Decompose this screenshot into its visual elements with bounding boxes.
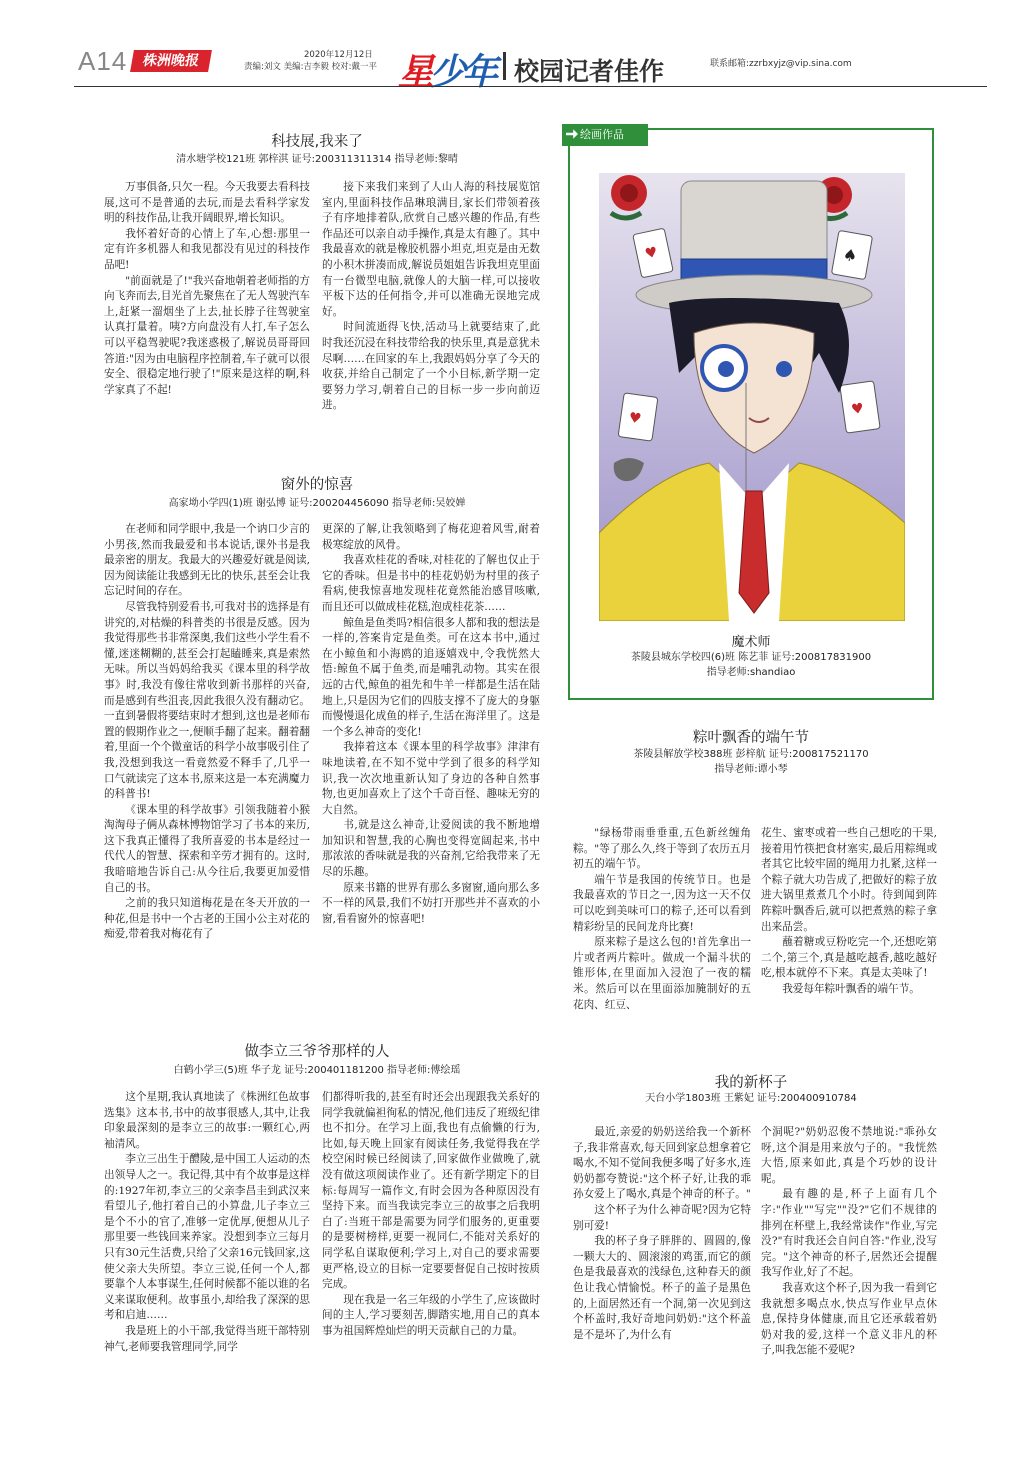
paragraph: 李立三出生于醴陵,是中国工人运动的杰出领导人之一。我记得,其中有个故事是这样的:1927年初,李立三的父亲李昌圭到武汉来看望儿子,他打着自己的小算盘,儿子李立三是个不小的官了,准够一定优厚,便想从儿子那里要一些钱回来养家。没想到李立三每月只有30元生活费,只给了父亲16元钱回家,这使父亲大失所望。李立三说,任何一个人,都要靠个人本事谋生,任何时候都不能以谁的名义来谋取便利。故事虽小,却给我了深深的思考和启迪…… bbox=[104, 1153, 310, 1322]
paragraph: 最有趣的是,杯子上面有几个字:"作业""写完""没?"它们不规律的排列在杯壁上,我经常读作"作业,写完没?"有时我还会自问自答:"作业,没写完。"这个神奇的杯子,居然还会提醒我写作业,好了不起。 bbox=[761, 1188, 937, 1279]
article-teacher-duanwu: 指导老师:谭小琴 bbox=[714, 764, 788, 775]
email-address: zzrbxyjz@vip.sina.com bbox=[749, 59, 852, 69]
email-label: 联系邮箱: bbox=[710, 59, 750, 69]
article-column-beizi-2 bbox=[761, 1125, 937, 1359]
article-column-duanwu-1 bbox=[573, 826, 751, 1013]
article-column-lilisan-2 bbox=[322, 1090, 540, 1340]
playing-card-icon bbox=[831, 230, 872, 279]
svg-text:♠: ♠ bbox=[841, 244, 859, 266]
paragraph: 《课本里的科学故事》引领我随着小猴淘淘母子俩从森林博物馆学习了书本的来历,这下我真正懂得了我所喜爱的书本是经过一代代人的智慧、探索和辛劳才拥有的。这时,我暗暗地告诉自己:从今往后,我要更加爱惜自己的书。 bbox=[104, 803, 310, 894]
paragraph: 个洞呢?"奶奶忍俊不禁地说:"乖孙女呀,这个洞是用来放勺子的。"我恍然大悟,原来如此,真是个巧妙的设计呢。 bbox=[761, 1126, 937, 1185]
paragraph: 尽管我特别爱看书,可我对书的选择是有讲究的,对枯燥的科普类的书很是反感。因为我觉得那些书非常深奥,我们这些小学生看不懂,迷迷糊糊的,甚至会打起瞌睡来,真是索然无味。所以当妈妈给我买《课本里的科学故事》时,我没有像往常收到新书那样的兴奋,而是感到有些沮丧,因此我很久没有翻动它。一直到暑假将要结束时才想到,这也是老师布置的假期作业之一,便顺手翻了起来。翻着翻着,里面一个个微童话的科学小故事吸引住了我,没想到我这一看竟然爱不释手了,几乎一口气就读完了这本书,原来这是一本充满魔力的科普书! bbox=[104, 600, 310, 801]
paragraph: 现在我是一名三年级的小学生了,应该做时间的主人,学习要刻苦,脚踏实地,用自己的真本事为祖国辉煌灿烂的明天贡献自己的力量。 bbox=[322, 1293, 540, 1337]
contact-email bbox=[710, 56, 852, 69]
logo-part-b: 少年 bbox=[430, 52, 495, 93]
article-column-duanwu-2 bbox=[761, 826, 937, 998]
paragraph: 我爱每年粽叶飘香的端午节。 bbox=[782, 982, 920, 995]
article-byline-duanwu: 茶陵县解放学校388班 彭梓航 证号:200817521170 bbox=[633, 749, 869, 760]
paragraph: 原来书籍的世界有那么多窗窗,通向那么多不一样的风景,我们不妨打开那些并不喜欢的小窗,看看窗外的惊喜吧! bbox=[322, 881, 540, 925]
arrow-icon bbox=[566, 128, 578, 140]
paragraph: 在老师和同学眼中,我是一个讷口少言的小男孩,然而我最爱和书本说话,课外书是我最亲密的朋友。我最大的兴趣爱好就是阅读,因为阅读能让我感到无比的快乐,甚至会让我忘记时间的存在。 bbox=[104, 523, 310, 598]
article-column-keji-2 bbox=[322, 180, 540, 414]
paragraph: 这个星期,我认真地读了《株洲红色故事选集》这本书,书中的故事很感人,其中,让我印象最深刻的是李立三的故事:一颗红心,两袖清风。 bbox=[104, 1091, 310, 1150]
artwork-byline bbox=[568, 650, 934, 680]
newspaper-logo: 株洲晚报 bbox=[130, 50, 212, 72]
article-column-chuang-2 bbox=[322, 522, 540, 927]
paragraph: "前面就是了!"我兴奋地朝着老师指的方向飞奔而去,目光首先聚焦在了无人驾驶汽车上,赶紧一溜烟坐了上去,扯长脖子往驾驶室认真打量着。咦?方向盘没有人打,车子怎么可以平稳驾驶呢?我迷惑极了,解说员哥哥回答道:"因为由电脑程序控制着,车子就可以很安全、很稳定地行驶了!"原来是这样的啊,科学家真了不起! bbox=[104, 274, 310, 396]
article-title-keji: 科技展,我来了 bbox=[271, 134, 363, 150]
article-byline-keji: 清水塘学校121班 郭梓淇 证号:200311311314 指导老师:黎晴 bbox=[176, 154, 458, 165]
artwork-author: 茶陵县城东学校四(6)班 陈艺菲 证号:200817831900 bbox=[630, 652, 872, 663]
article-column-beizi-1 bbox=[573, 1125, 751, 1343]
paragraph: 们都得听我的,甚至有时还会出现跟我关系好的同学我就偏袒徇私的情况,他们违反了班级纪律也不扣分。在学习上面,我也有点偷懒的行为,比如,每天晚上回家有阅读任务,我觉得我在学校空闲时候已经阅读了,回家做作业做晚了,就没有做这项阅读作业了。还有新学期定下的目标:每周写一篇作文,有时会因为各种原因没有坚持下来。而当我读完李立三的故事之后我明白了:当班干部是需要为同学们服务的,更重要的是要树榜样,更要一视同仁,不能对关系好的同学私自谋取便利;学习上,对自己的要求需要更严格,设立的目标一定要要督促自己按时按质完成。 bbox=[322, 1091, 540, 1291]
article-column-lilisan-1 bbox=[104, 1090, 310, 1355]
paragraph: 我捧着这本《课本里的科学故事》津津有味地读着,在不知不觉中学到了很多的科学知识,我一次次地重新认知了身边的各种自然事物,也更加喜欢上了这个千奇百怪、趣味无穷的大自然。 bbox=[322, 741, 540, 816]
paragraph: 端午节是我国的传统节日。也是我最喜欢的节日之一,因为这一天不仅可以吃到美味可口的粽子,还可以看到精彩纷呈的民间龙舟比赛! bbox=[573, 873, 751, 933]
artwork-teacher: 指导老师:shandiao bbox=[706, 667, 796, 678]
editors-line: 责编:刘文 美编:吉李毅 校对:戴一平 bbox=[244, 62, 377, 72]
paragraph: 我的杯子身子胖胖的、圆圆的,像一颗大大的、圆滚滚的鸡蛋,而它的颜色是我最喜欢的浅绿色,这种春天的颜色让我心情愉悦。杯子的盖子是黑色的,上面居然还有一个洞,第一次见到这个杯盖时,我好奇地问奶奶:"这个杯盖是不是坏了,为什么有 bbox=[573, 1235, 751, 1341]
paragraph: 这个杯子为什么神奇呢?因为它特别可爱! bbox=[573, 1203, 751, 1232]
article-column-keji-1 bbox=[104, 180, 310, 398]
paragraph: 接下来我们来到了人山人海的科技展览馆室内,里面科技作品琳琅满目,家长们带领着孩子有序地排着队,欣赏自己感兴趣的作品,有些作品还可以亲自动手操作,真是太有趣了。其中我最喜欢的就是橡胶机器小坦克,坦克是由无数的小积木拼凑而成,解说员姐姐告诉我坦克里面有一台微型电脑,就像人的大脑一样,可以接收平板下达的任何指令,并可以准确无误地完成好。 bbox=[322, 181, 540, 318]
svg-text:♥: ♥ bbox=[850, 400, 865, 419]
article-byline-beizi: 天台小学1803班 王紫妃 证号:200400910784 bbox=[645, 1093, 857, 1104]
header-rule bbox=[74, 86, 987, 87]
article-title-chuang: 窗外的惊喜 bbox=[280, 477, 354, 493]
page-number: A14 bbox=[78, 46, 128, 76]
article-title-lilisan: 做李立三爷爷那样的人 bbox=[244, 1044, 390, 1060]
article-byline-lilisan: 白鹤小学三(5)班 华子龙 证号:200401181200 指导老师:傅绘瑶 bbox=[173, 1065, 461, 1076]
section-title: 校园记者佳作 bbox=[514, 57, 665, 86]
magician-painting bbox=[599, 173, 905, 621]
paragraph: 我喜欢桂花的香味,对桂花的了解也仅止于它的香味。但是书中的桂花奶奶为村里的孩子看病,使我惊喜地发现桂花竟然能治感冒咳嗽,而且还可以做成桂花糕,泡成桂花茶…… bbox=[322, 554, 540, 613]
article-title-beizi: 我的新杯子 bbox=[714, 1075, 788, 1091]
eye-icon bbox=[718, 361, 734, 377]
svg-text:♥: ♥ bbox=[643, 244, 660, 263]
artwork-tag-label: 绘画作品 bbox=[580, 128, 624, 141]
paragraph: 我喜欢这个杯子,因为我一看到它我就想多喝点水,快点写作业早点休息,保持身体健康,而且它还承载着奶奶对我的爱,这样一个意义非凡的杯子,叫我怎能不爱呢? bbox=[761, 1281, 937, 1357]
article-title-duanwu: 粽叶飘香的端午节 bbox=[693, 730, 809, 746]
artwork-tag bbox=[562, 124, 648, 146]
section-divider bbox=[503, 52, 506, 80]
paragraph: 最近,亲爱的奶奶送给我一个新杯子,我非常喜欢,每天回到家总想拿着它喝水,不知不觉间我便多喝了好多水,连奶奶都夸赞说:"这个杯子好,让我的乖孙女爱上了喝水,真是个神奇的杯子。" bbox=[573, 1126, 751, 1201]
paragraph: 之前的我只知道梅花是在冬天开放的一种花,但是书中一个古老的王国小公主对花的痴爱,带着我对梅花有了 bbox=[104, 897, 310, 941]
paragraph: 更深的了解,让我领略到了梅花迎着风雪,耐着极寒绽放的风骨。 bbox=[322, 523, 540, 551]
playing-card-icon bbox=[618, 393, 658, 441]
logo-part-a: 星 bbox=[398, 52, 431, 93]
painting-svg bbox=[599, 173, 905, 621]
paragraph: 时间流逝得飞快,活动马上就要结束了,此时我还沉浸在科技带给我的快乐里,真是意犹未尽啊……在回家的车上,我跟妈妈分享了今天的收获,并给自己制定了一个小目标,新学期一定要努力学习,朝着自己的目标一步一步向前迈进。 bbox=[322, 321, 540, 412]
paragraph: 万事俱备,只欠一程。今天我要去看科技展,这可不是普通的去玩,而是去看科学家发明的科技作品,让我开阔眼界,增长知识。 bbox=[104, 181, 310, 225]
paragraph: 原来粽子是这么包的!首先拿出一片或者两片粽叶。做成一个漏斗状的锥形体,在里面加入浸泡了一夜的糯米。然后可以在里面添加腌制好的五花肉、红豆、 bbox=[573, 936, 751, 1011]
paragraph: 书,就是这么神奇,让爱阅读的我不断地增加知识和智慧,我的心胸也变得宽阔起来,书中那浓浓的香味就是我的兴奋剂,它给我带来了无尽的乐趣。 bbox=[322, 819, 540, 879]
paragraph: 我怀着好奇的心情上了车,心想:那里一定有许多机器人和我见都没有见过的科技作品吧! bbox=[104, 227, 310, 271]
paragraph: 鲸鱼是鱼类吗?相信很多人都和我的想法是一样的,答案肯定是鱼类。可在这本书中,通过在小鲸鱼和小海鸥的追逐嬉戏中,令我恍然大悟:鲸鱼不属于鱼类,而是哺乳动物。其实在很远的古代,鲸鱼的祖先和牛羊一样都是生活在陆地上,只是因为它们的四肢支撑不了庞大的身躯而慢慢退化成鱼的样子,生活在海洋里了。这是一个多么神奇的变化! bbox=[322, 616, 540, 738]
issue-date: 2020年12月12日 bbox=[304, 50, 373, 60]
paragraph: 蘸着糖或豆粉吃完一个,还想吃第二个,第三个,真是越吃越香,越吃越好吃,根本就停不下来。真是太美味了! bbox=[761, 936, 937, 980]
paragraph: 花生、蜜枣或着一些自己想吃的干果,接着用竹筷把食材塞实,最后用粽绳或者其它比较牢固的绳用力扎紧,这样一个粽子就大功告成了,把做好的粽子放进大锅里煮煮几个小时。待到闻到阵阵粽叶飘香后,就可以把煮熟的粽子拿出来品尝。 bbox=[761, 827, 937, 933]
artwork-title: 魔术师 bbox=[731, 635, 771, 650]
playing-card-icon bbox=[840, 381, 880, 433]
svg-text:♥: ♥ bbox=[627, 409, 643, 428]
article-byline-chuang: 高家坳小学四(1)班 谢弘博 证号:200204456090 指导老师:吴姣婵 bbox=[168, 498, 466, 509]
paragraph: 我是班上的小干部,我觉得当班干部特别神气,老师要我管理同学,同学 bbox=[104, 1324, 310, 1353]
paragraph: "绿杨带雨垂垂重,五色新丝缠角粽。"等了那么久,终于等到了农历五月初五的端午节。 bbox=[573, 827, 751, 871]
eye-icon bbox=[776, 361, 792, 377]
article-column-chuang-1 bbox=[104, 522, 310, 943]
